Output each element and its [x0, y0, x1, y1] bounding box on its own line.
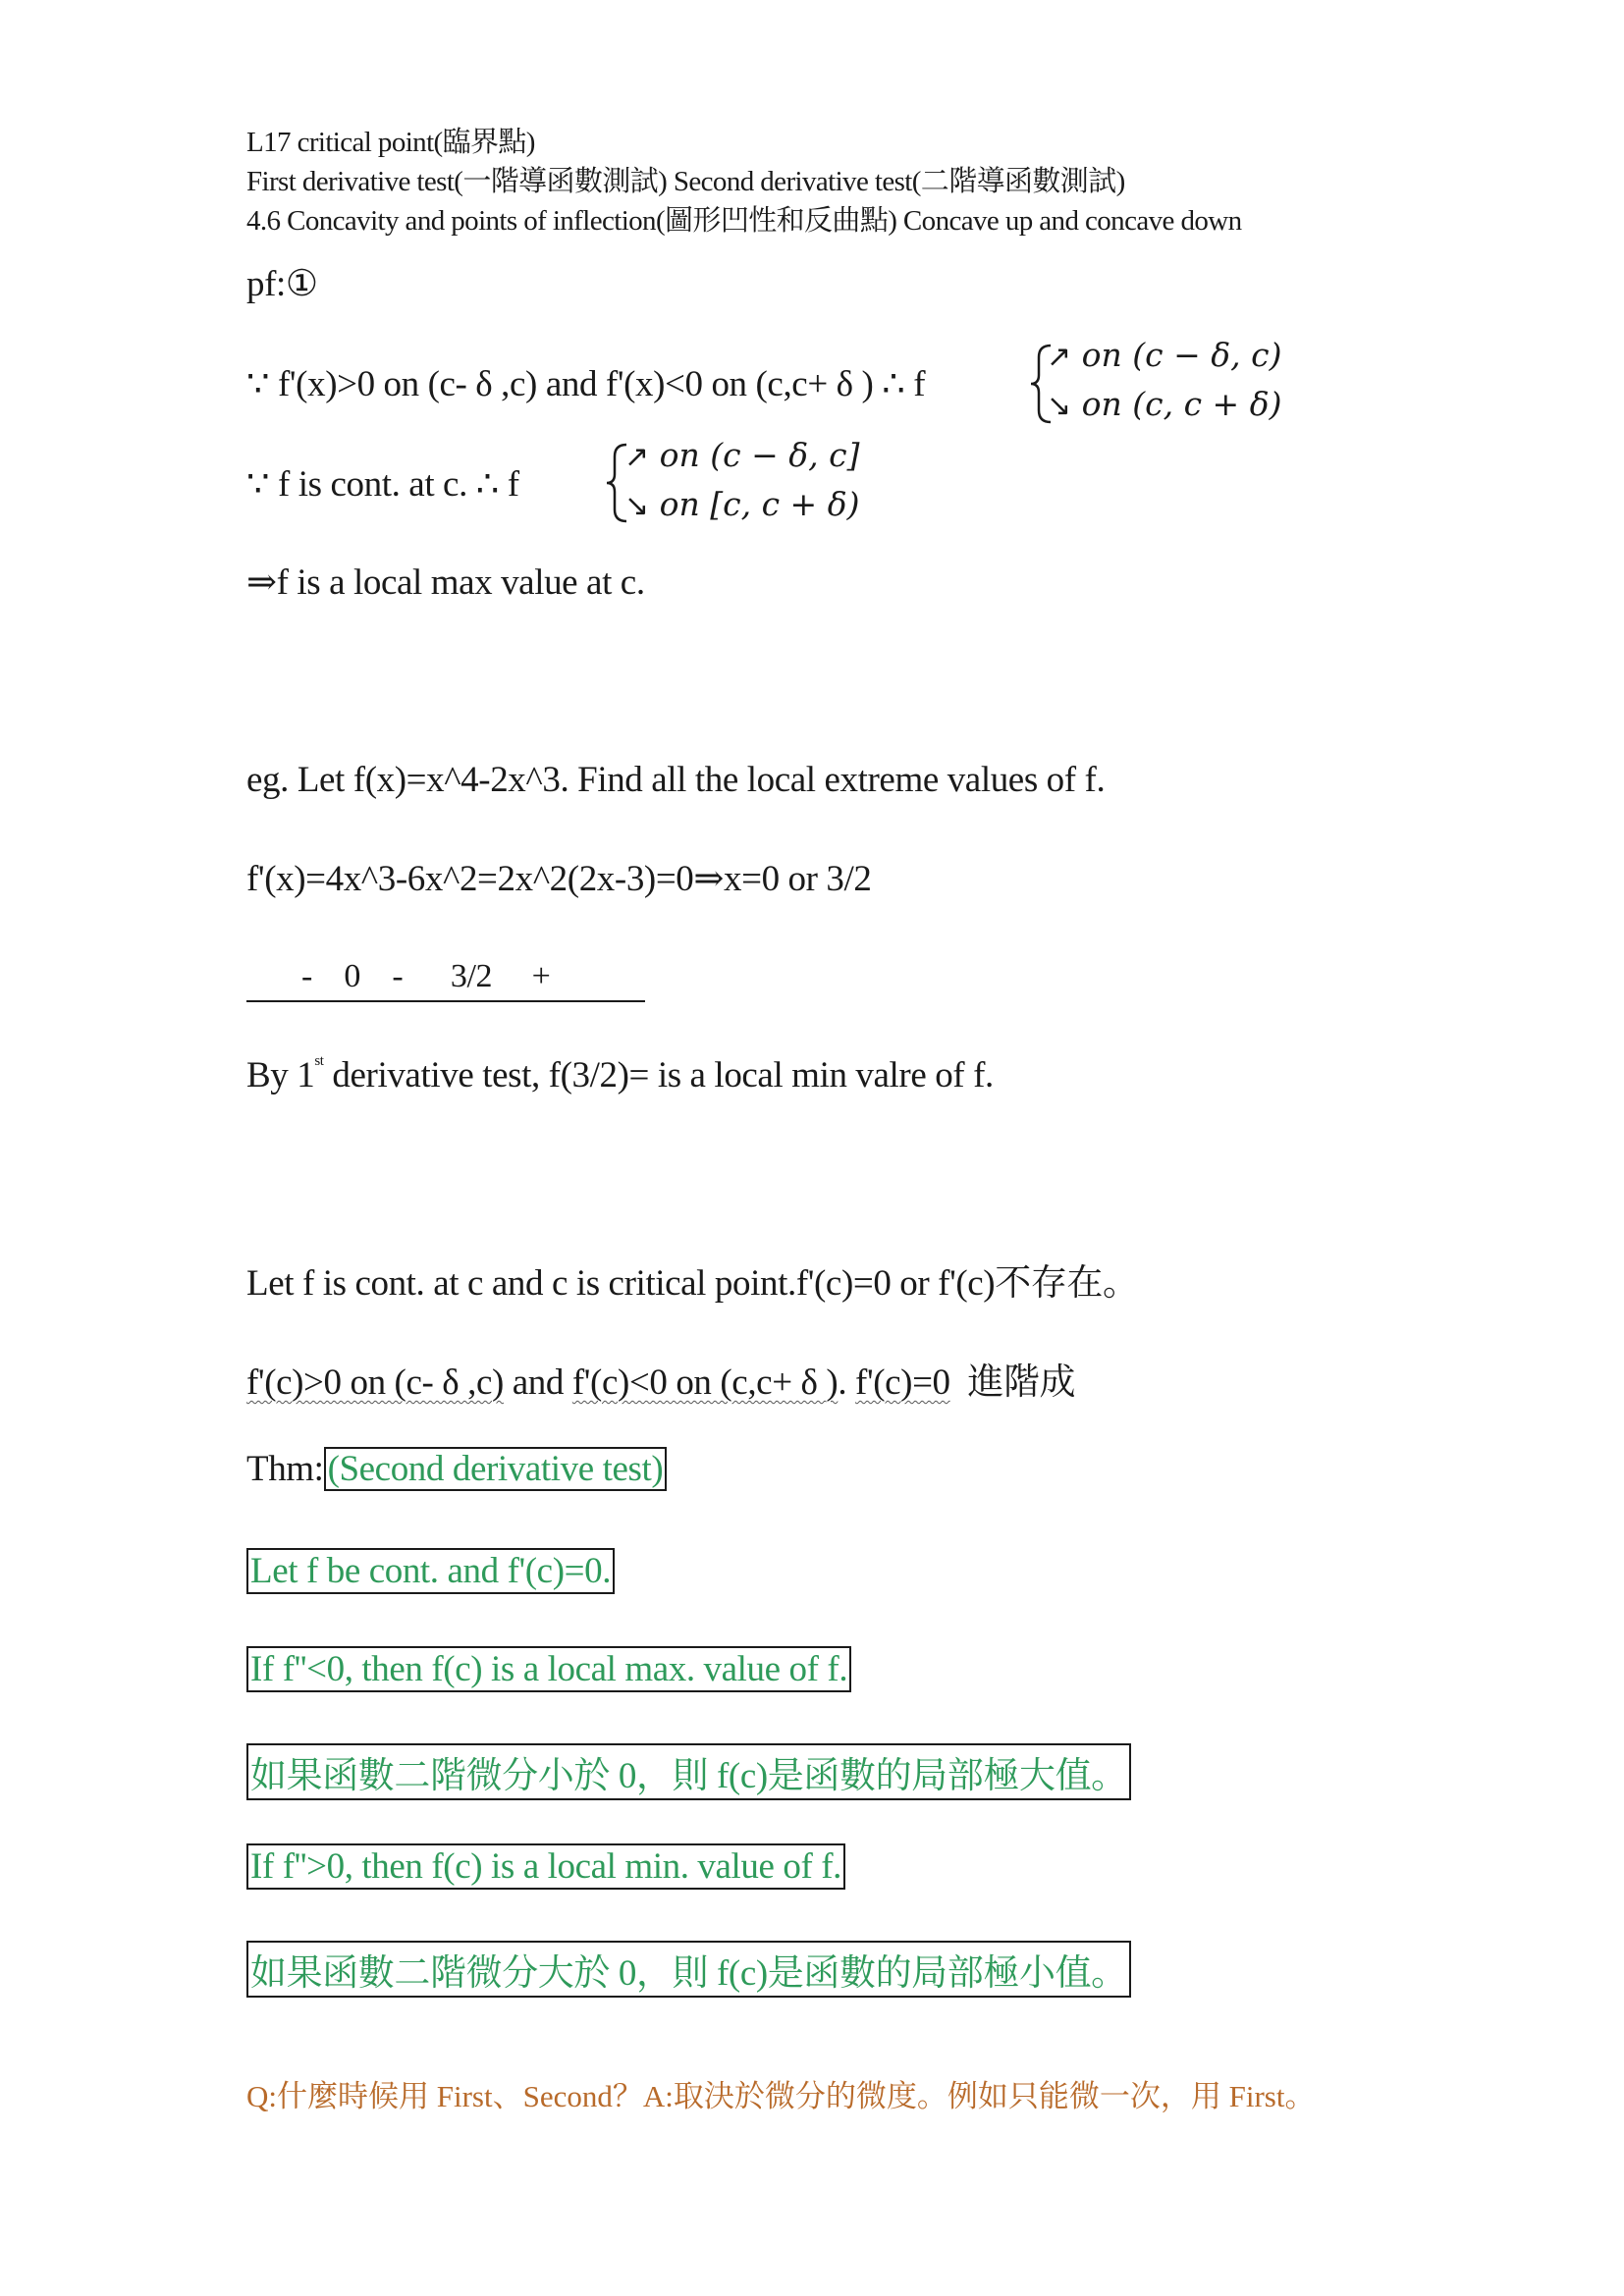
theorem-heading: Thm: (Second derivative test) — [246, 1448, 667, 1490]
header-line-3: 4.6 Concavity and points of inflection(圖形凹性和反曲點) Concave up and concave down — [246, 205, 1242, 237]
critical-point-line: Let f is cont. at c and c is critical point.f'(c)=0 or f'(c)不存在。 — [246, 1263, 1139, 1304]
case-increasing-1: ↗ on (c − δ, c) — [1047, 336, 1282, 374]
example-derivative: f'(x)=4x^3-6x^2=2x^2(2x-3)=0⇒x=0 or 3/2 — [246, 859, 872, 899]
sign-chart-labels: - 0 - 3/2 + — [301, 958, 551, 994]
theorem-case-min-zh: 如果函數二階微分大於 0，則 f(c)是函數的局部極小值。 — [246, 1941, 1131, 1998]
proof-line-1: ∵ f'(x)>0 on (c- δ ,c) and f'(x)<0 on (c,c+ δ ) ∴ f — [246, 364, 926, 404]
theorem-hypothesis: Let f be cont. and f'(c)=0. — [246, 1548, 615, 1594]
example-statement: eg. Let f(x)=x^4-2x^3. Find all the local extreme values of f. — [246, 760, 1106, 800]
theorem-case-max-en: If f''<0, then f(c) is a local max. value of f. — [246, 1646, 851, 1692]
theorem-case-min-en: If f''>0, then f(c) is a local min. value of f. — [246, 1843, 845, 1890]
proof-line-2: ∵ f is cont. at c. ∴ f — [246, 464, 519, 505]
proof-label: pf:① — [246, 264, 318, 304]
sign-chart-line — [246, 1000, 645, 1002]
header-line-1: L17 critical point(臨界點) — [246, 127, 535, 158]
qa-note: Q:什麼時候用 First、Second？A:取決於微分的微度。例如只能微一次，用 First。 — [246, 2079, 1316, 2113]
down-arrow-icon: ↘ — [624, 489, 650, 523]
up-arrow-icon: ↗ — [1047, 340, 1072, 374]
critical-condition-line: f'(c)>0 on (c- δ ,c) and f'(c)<0 on (c,c+ δ ). f'(c)=0 進階成 — [246, 1362, 1076, 1403]
proof-conclusion: ⇒f is a local max value at c. — [246, 562, 645, 603]
case-decreasing-2: ↘ on [c, c + δ) — [624, 485, 860, 523]
case-increasing-2: ↗ on (c − δ, c] — [624, 436, 860, 474]
theorem-title: (Second derivative test) — [324, 1447, 668, 1491]
header-line-2: First derivative test(一階導函數測試) Second derivative test(二階導函數測試) — [246, 166, 1125, 197]
down-arrow-icon: ↘ — [1047, 389, 1072, 423]
case-decreasing-1: ↘ on (c, c + δ) — [1047, 385, 1282, 423]
theorem-case-max-zh: 如果函數二階微分小於 0，則 f(c)是函數的局部極大值。 — [246, 1743, 1131, 1800]
up-arrow-icon: ↗ — [624, 440, 650, 474]
example-conclusion: By 1st derivative test, f(3/2)= is a local min valre of f. — [246, 1053, 994, 1095]
